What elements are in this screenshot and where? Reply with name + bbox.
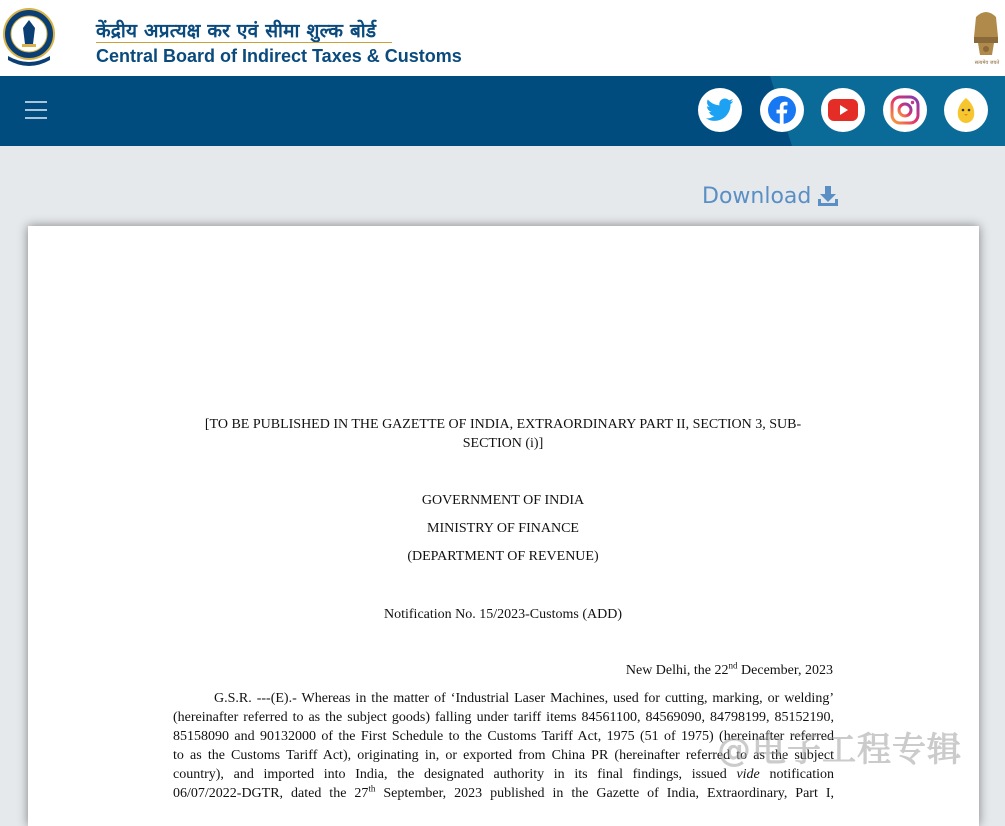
cbic-logo-icon[interactable]	[2, 4, 56, 68]
paragraph-text: September, 2023 published in the Gazette of India, Extraordinary, Part I,	[383, 786, 834, 801]
youtube-button[interactable]	[821, 88, 865, 132]
twitter-icon	[706, 98, 734, 122]
paragraph-text: 06/07/2022-DGTR, dated the 27	[173, 786, 369, 801]
site-header	[0, 0, 1005, 76]
government-heading: GOVERNMENT OF INDIA	[421, 493, 585, 508]
paragraph-superscript: th	[368, 783, 376, 794]
facebook-icon	[767, 95, 797, 125]
paragraph-italic: vide	[736, 767, 760, 782]
youtube-icon	[828, 99, 858, 121]
date-suffix: December, 2023	[737, 663, 833, 678]
title-divider	[96, 42, 392, 43]
date-superscript: nd	[728, 660, 738, 671]
paragraph-line	[173, 784, 834, 803]
facebook-button[interactable]	[760, 88, 804, 132]
hamburger-line	[25, 101, 47, 103]
emblem-motto: सत्यमेव जयते	[974, 60, 1000, 66]
main-navbar	[0, 76, 1005, 146]
hamburger-menu-button[interactable]	[25, 101, 47, 119]
download-icon	[817, 185, 839, 207]
koo-icon	[955, 96, 977, 124]
twitter-button[interactable]	[698, 88, 742, 132]
gazette-line-2: SECTION (i)]	[462, 436, 544, 451]
paragraph-line: (hereinafter referred to as the subject goods) falling under tariff items 84561100, 84569090, 84798199, 85152190,	[173, 710, 834, 725]
paragraph-line: to as the Customs Tariff Act), originating in, or exported from China PR (hereinafter referred to as the subject	[173, 748, 834, 763]
gazette-heading	[185, 415, 821, 453]
instagram-icon	[890, 95, 920, 125]
download-label: Download	[702, 183, 812, 209]
site-title-hindi: केंद्रीय अप्रत्यक्ष कर एवं सीमा शुल्क बोर्ड	[96, 20, 377, 42]
site-title-english: Central Board of Indirect Taxes & Customs	[96, 46, 462, 66]
paragraph-text: notification	[769, 767, 835, 782]
paragraph-line: G.S.R. ---(E).- Whereas in the matter of ‘Industrial Laser Machines, used for cutting, marking, or welding’	[214, 691, 834, 706]
ministry-heading: MINISTRY OF FINANCE	[427, 521, 579, 536]
watermark: @电子工程专辑	[717, 730, 962, 770]
gazette-line-1: [TO BE PUBLISHED IN THE GAZETTE OF INDIA, EXTRAORDINARY PART II, SECTION 3, SUB-	[204, 417, 802, 432]
hamburger-line	[25, 109, 47, 111]
koo-button[interactable]	[944, 88, 988, 132]
paragraph-line: 85158090 and 90132000 of the First Schedule to the Customs Tariff Act, 1975 (51 of 1975) (hereinafter referred	[173, 729, 834, 744]
notification-date	[173, 661, 833, 680]
notification-number: Notification No. 15/2023-Customs (ADD)	[384, 607, 622, 622]
instagram-button[interactable]	[883, 88, 927, 132]
date-prefix: New Delhi, the 22	[625, 663, 729, 678]
department-heading: (DEPARTMENT OF REVENUE)	[407, 549, 599, 564]
download-button[interactable]	[702, 181, 839, 211]
hamburger-line	[25, 117, 47, 119]
paragraph-text: country), and imported into India, the designated authority in its final findings, issued	[173, 767, 727, 782]
